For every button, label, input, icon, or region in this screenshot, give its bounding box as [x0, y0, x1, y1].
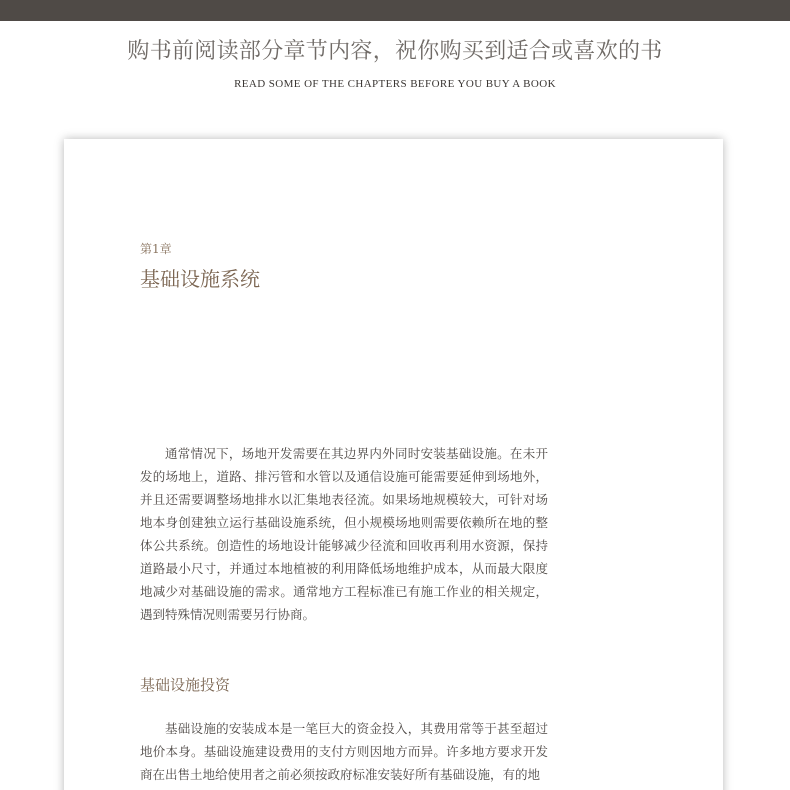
chapter-label: 第1章 [140, 242, 172, 256]
section-heading: 基础设施投资 [140, 676, 231, 694]
banner-subtitle: READ SOME OF THE CHAPTERS BEFORE YOU BUY A BOOK [234, 78, 556, 90]
banner-title: 购书前阅读部分章节内容，祝你购买到适合或喜欢的书 [127, 39, 663, 64]
book-page [64, 139, 723, 790]
body-paragraph: 基础设施的安装成本是一笔巨大的资金投入，其费用常等于甚至超过地价本身。基础设施建设费用的支付方则因地方而异。许多地方要求开发商在出售土地给使用者之前必须按政府标准安装好所有基础设施，有的地 [140, 721, 548, 782]
chapter-title: 基础设施系统 [140, 267, 260, 291]
body-paragraph: 通常情况下，场地开发需要在其边界内外同时安装基础设施。在未开发的场地上，道路、排污管和水管以及通信设施可能需要延伸到场地外，并且还需要调整场地排水以汇集地表径流。如果场地规模较大，可针对场地本身创建独立运行基础设施系统，但小规模场地则需要依赖所在地的整体公共系统。创造性的场地设计能够减少径流和回收再利用水资源，保持道路最小尺寸，并通过本地植被的利用降低场地维护成本，从而最大限度地减少对基础设施的需求。通常地方工程标准已有施工作业的相关规定，遇到特殊情况则需要另行协商。 [140, 446, 548, 622]
top-bar [0, 0, 790, 21]
